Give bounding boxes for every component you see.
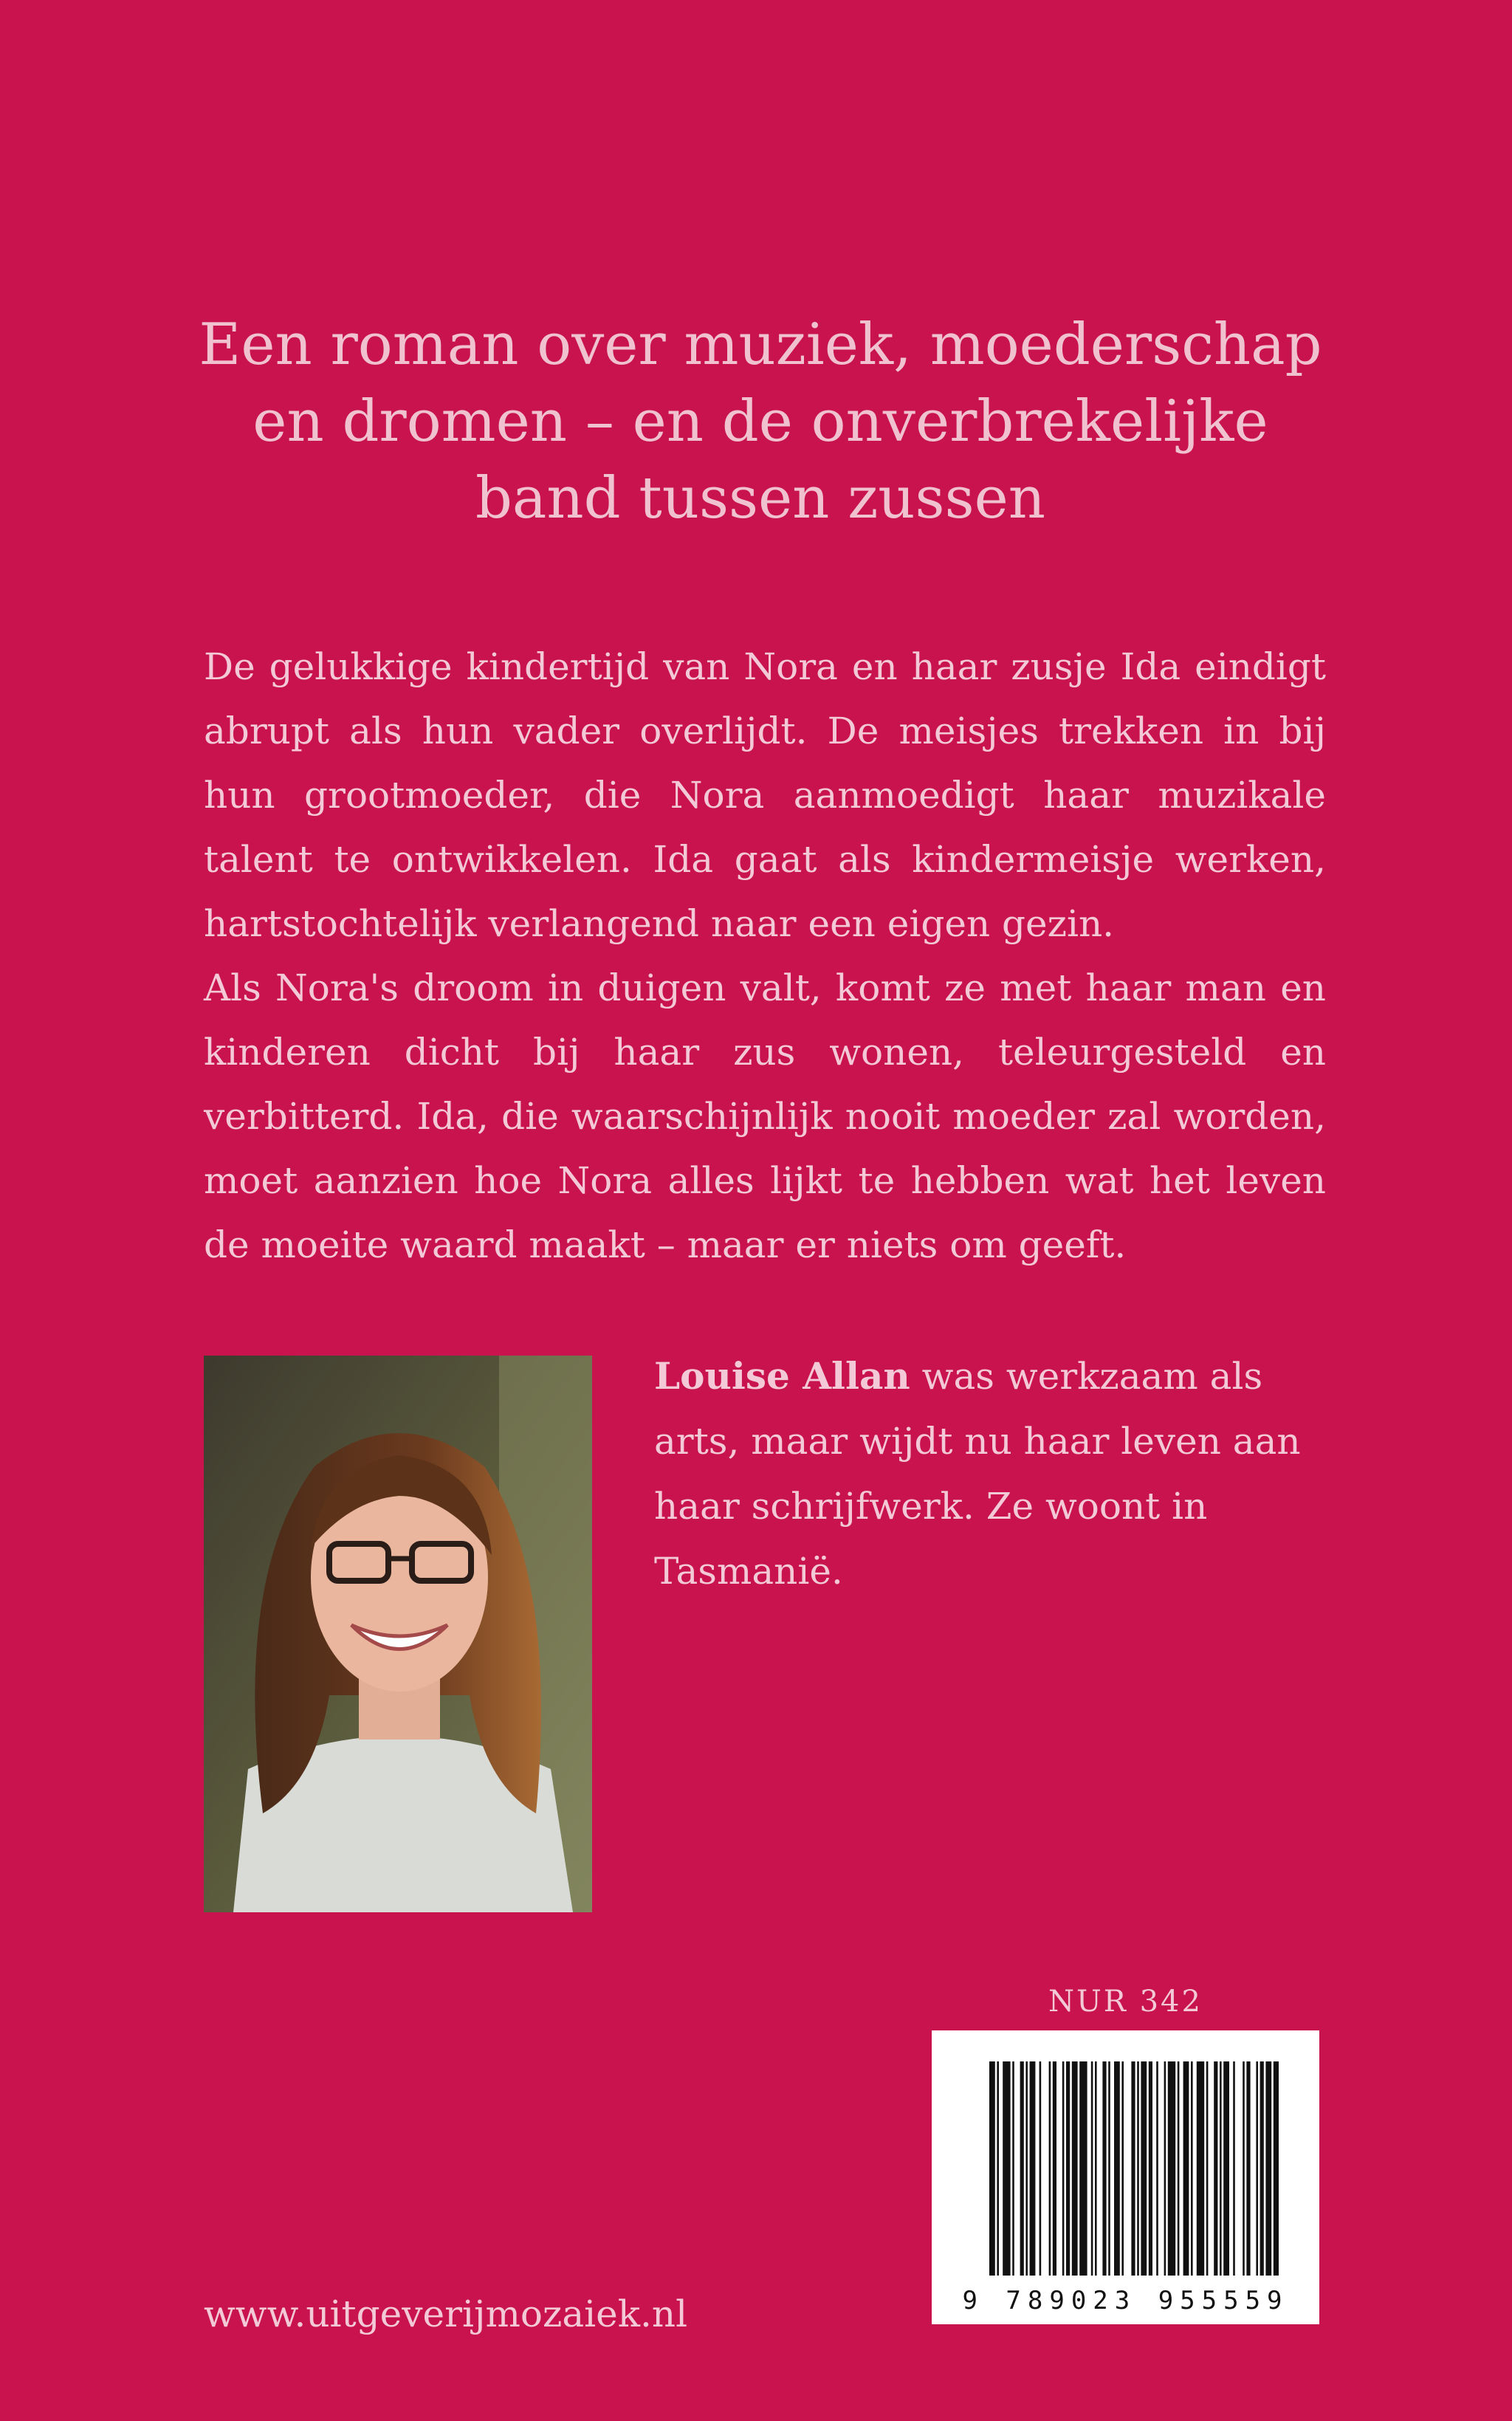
isbn-barcode <box>932 2030 1319 2324</box>
author-name: Louise Allan <box>654 1354 910 1398</box>
publisher-website: www.uitgeverijmozaiek.nl <box>204 2293 688 2335</box>
blurb-paragraph-1: De gelukkige kindertijd van Nora en haar zusje Ida eindigt abrupt als hun vader overlijdt. De meisjes trekken in bij hun grootmoeder, die Nora aanmoedigt haar muzikale talent te ontwikkelen. Ida gaat als kindermeisje werken, hartstochtelijk verlangend naar een eigen gezin. <box>204 645 1326 945</box>
tagline-line-3: band tussen zussen <box>475 465 1045 532</box>
tagline-line-1: Een roman over muziek, moederschap <box>199 312 1322 378</box>
book-blurb <box>204 635 1326 1277</box>
author-bio-text: was werkzaam als arts, maar wijdt nu haar leven aan haar schrijfwerk. Ze woont in Tasmanië. <box>654 1355 1301 1593</box>
barcode-bars <box>932 2030 1319 2281</box>
tagline <box>192 306 1329 537</box>
author-bio <box>654 1344 1326 1604</box>
blurb-paragraph-2: Als Nora's droom in duigen valt, komt ze met haar man en kinderen dicht bij haar zus wonen, teleurgesteld en verbitterd. Ida, die waarschijnlijk nooit moeder zal worden, moet aanzien hoe Nora alles lijkt te hebben wat het leven de moeite waard maakt – maar er niets om geeft. <box>204 966 1326 1266</box>
isbn-digits: 9 789023 955559 <box>962 2286 1289 2315</box>
tagline-line-2: en dromen – en de onverbrekelijke <box>252 388 1268 455</box>
nur-code: NUR 342 <box>1048 1985 1203 2019</box>
author-photo <box>204 1356 592 1912</box>
